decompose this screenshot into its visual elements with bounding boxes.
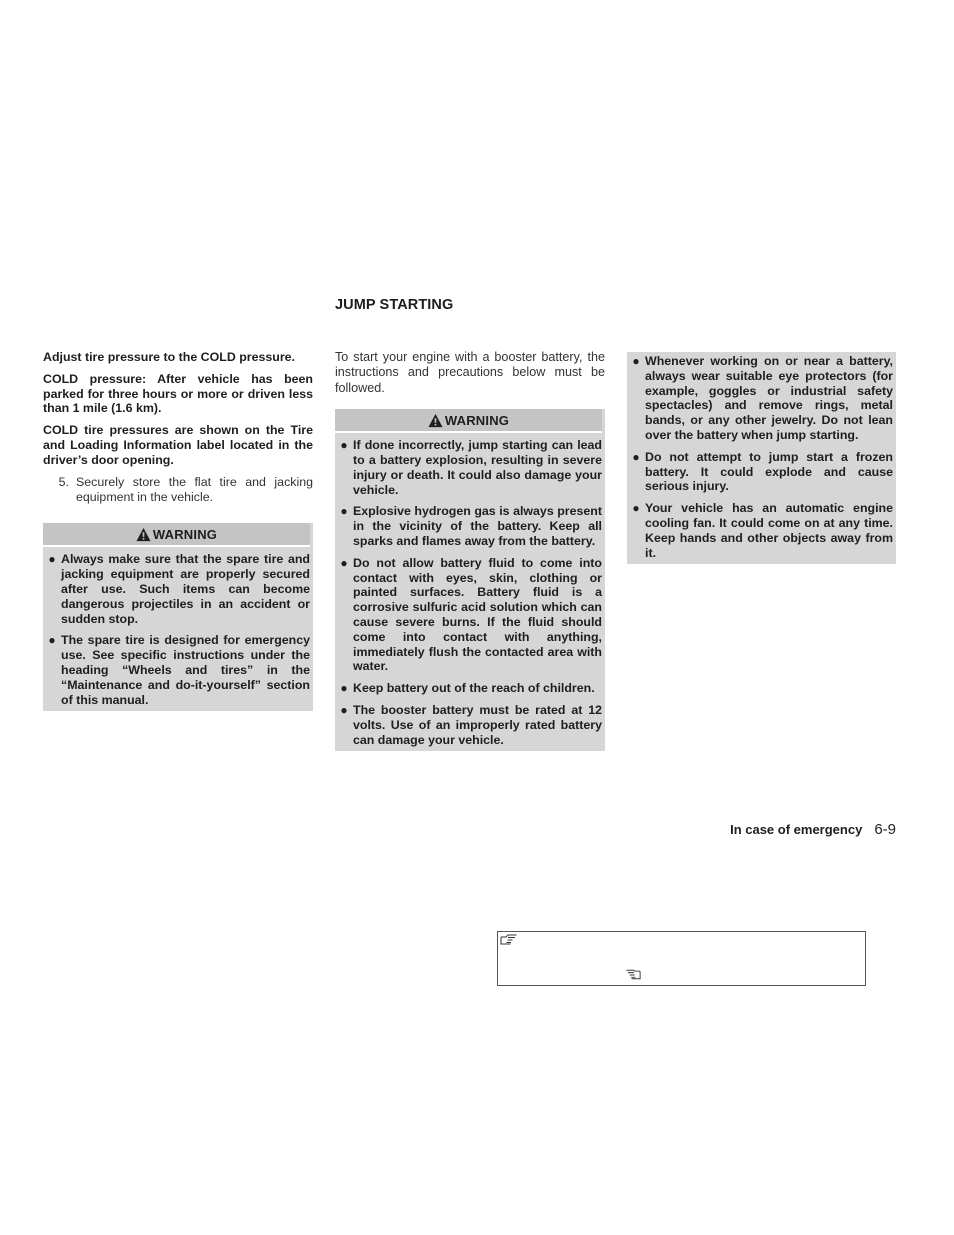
- column-left: [43, 350, 313, 711]
- warning-item: ● Do not attempt to jump start a frozen battery. It could explode and cause serious injury.: [627, 450, 893, 494]
- bullet-icon: ●: [340, 555, 348, 570]
- warning-item: ● Explosive hydrogen gas is always present in the vicinity of the battery. Keep all sparks and flames away from the battery.: [335, 504, 602, 548]
- cold-pressure-heading: Adjust tire pressure to the COLD pressure.: [43, 350, 295, 364]
- warning-box-jump-start: [335, 409, 605, 751]
- warning-item: ● Your vehicle has an automatic engine cooling fan. It could come on at any time. Keep hands and other objects away from it.: [627, 501, 893, 560]
- warning-title: WARNING: [444, 412, 510, 428]
- warning-item: ● Do not allow battery fluid to come into contact with eyes, skin, clothing or painted surfaces. Battery fluid is a corrosive sulfuric acid solution which can cause severe burns. If the fluid should come into contact with anything, immediately flush the contacted area with water.: [335, 556, 602, 674]
- page-footer: [730, 821, 896, 838]
- step-number: 5.: [58, 474, 69, 489]
- column-middle: [335, 350, 605, 751]
- step-5: [43, 475, 313, 506]
- bullet-icon: ●: [632, 354, 640, 368]
- bullet-icon: ●: [340, 504, 348, 519]
- column-right: [627, 352, 896, 564]
- bullet-icon: ●: [340, 681, 348, 696]
- warning-box-continued: [627, 352, 896, 564]
- warning-item: ● Always make sure that the spare tire and jacking equipment are properly secured after use. Such items can become dangerous projectiles in an accident or sudden stop.: [43, 552, 310, 626]
- warning-item: ● The spare tire is designed for emergency use. See specific instructions under the heading “Wheels and tires” in the “Maintenance and do-it-yourself” section of this manual.: [43, 633, 310, 707]
- warning-item: ● The booster battery must be rated at 12 volts. Use of an improperly rated battery can damage your vehicle.: [335, 703, 602, 747]
- warning-title: WARNING: [152, 526, 218, 542]
- warning-triangle-icon: [136, 527, 151, 542]
- bullet-icon: ●: [340, 702, 348, 717]
- cold-pressure-definition: COLD pressure: After vehicle has been parked for three hours or more or driven less than 1 mile (1.6 km).: [43, 371, 313, 416]
- pointing-hand-icon: [500, 934, 518, 945]
- section-title: JUMP STARTING: [335, 297, 454, 313]
- chapter-name: In case of emergency: [730, 822, 863, 837]
- warning-list: [43, 547, 310, 707]
- page-number: 6-9: [874, 821, 896, 838]
- bullet-icon: ●: [340, 438, 348, 453]
- bullet-icon: ●: [632, 449, 640, 464]
- pointing-hand-icon: [625, 969, 642, 980]
- bullet-icon: ●: [48, 552, 56, 567]
- warning-item: ● Keep battery out of the reach of children.: [335, 681, 602, 696]
- step-text: Securely store the flat tire and jacking equipment in the vehicle.: [76, 474, 313, 504]
- bullet-icon: ●: [48, 633, 56, 648]
- warning-header: [335, 409, 602, 433]
- warning-list: [335, 433, 602, 747]
- warning-item: ● If done incorrectly, jump starting can lead to a battery explosion, resulting in severe injury or death. It could also damage your vehicle.: [335, 438, 602, 497]
- cold-pressure-label-note: COLD tire pressures are shown on the Tire and Loading Information label located in the driver’s door opening.: [43, 423, 313, 467]
- bullet-icon: ●: [632, 501, 640, 516]
- warning-list: [627, 352, 893, 560]
- warning-header: [43, 523, 310, 547]
- reference-frame: [497, 931, 866, 986]
- jump-start-intro: To start your engine with a booster battery, the instructions and precautions below must be followed.: [335, 350, 605, 395]
- warning-item: ● Whenever working on or near a battery, always wear suitable eye protectors (for example, goggles or industrial safety spectacles) and remove rings, metal bands, or any other jewelry. Do not lean over the battery when jump starting.: [627, 354, 893, 443]
- warning-box-spare-tire: [43, 523, 313, 711]
- warning-triangle-icon: [428, 413, 443, 428]
